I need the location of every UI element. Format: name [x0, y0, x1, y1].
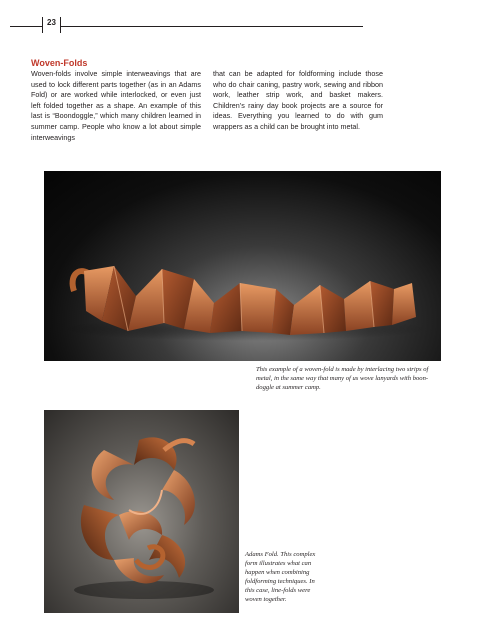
body-text-column-right: that can be adapted for foldforming include those who do chair caning, pastry work, sewing and ribbon work, leather strip work, and basket makers. Children’s rainy day book projects are a source for ideas. Everything you learned to do with gum wrappers as a child can be brought into metal. — [213, 69, 383, 131]
adams-fold-illustration — [44, 410, 239, 613]
adams-fold-caption: Adams Fold. This complex form illustrates what can happen when combining foldforming techniques. In this case, line-folds were woven together. — [245, 551, 316, 603]
woven-fold-caption: This example of a woven-fold is made by interlacing two strips of metal, in the same way that many of us wove lanyards with boon-doggle at summer camp. — [256, 366, 429, 391]
page-number: 23 — [47, 18, 56, 27]
woven-fold-illustration — [44, 171, 441, 361]
section-heading: Woven-Folds — [31, 58, 88, 68]
header-rule-left — [10, 26, 42, 27]
body-text-column-left: Woven-folds involve simple interweavings that are used to lock different parts together (as in an Adams Fold) or are worked while interlocked, or even just left folded together as a shape. An example of this last is “Boondoggle,” which many children learned in summer camp. People who know a lot about simple interweavings — [31, 69, 201, 142]
header-rule-right — [60, 26, 363, 27]
page-number-divider-right — [60, 17, 61, 33]
woven-fold-photo — [44, 171, 441, 361]
page-number-divider — [42, 17, 43, 33]
adams-fold-photo — [44, 410, 239, 613]
